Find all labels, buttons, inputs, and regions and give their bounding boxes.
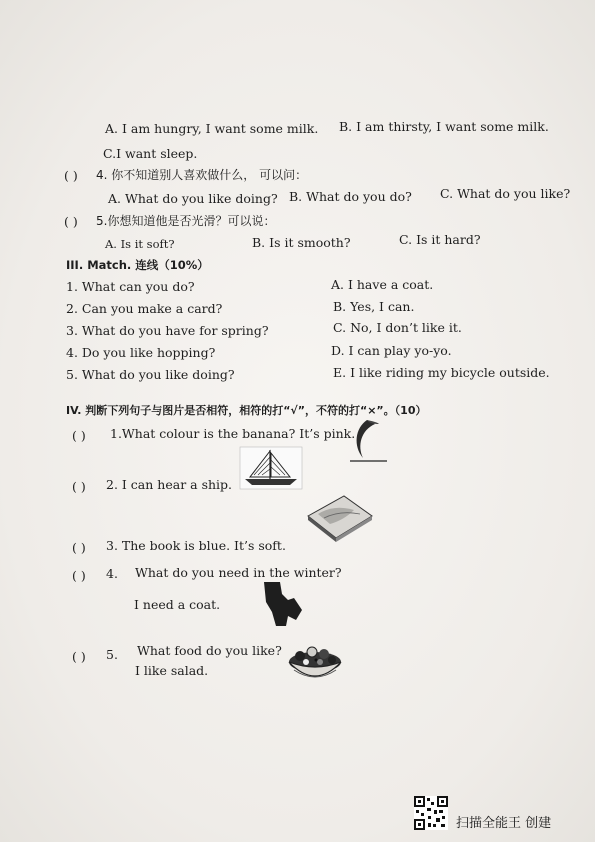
match-right-d: D. I can play yo-yo. [331, 343, 452, 358]
item4-question: What do you need in the winter? [135, 565, 342, 580]
q3-option-c: C.I want sleep. [103, 146, 198, 161]
q3-option-a: A. I am hungry, I want some milk. [105, 121, 319, 136]
item1-text: 1.What colour is the banana? It’s pink. [110, 426, 356, 441]
q4-option-c: C. What do you like? [440, 186, 571, 201]
match-left-2: 2. Can you make a card? [66, 301, 223, 316]
item4-number: 4. [106, 566, 118, 581]
coat-icon [258, 580, 308, 628]
match-left-4: 4. Do you like hopping? [66, 345, 216, 360]
section3-title: III. Match. 连线（10%） [66, 258, 209, 272]
item4-answer: I need a coat. [134, 597, 221, 612]
salad-icon [286, 638, 344, 688]
match-right-b: B. Yes, I can. [333, 299, 415, 314]
q4-answer-paren[interactable]: ( ) [64, 168, 78, 183]
item3-text: 3. The book is blue. It’s soft. [106, 538, 286, 553]
q5-stem: 5.你想知道他是否光滑？可以说： [96, 214, 276, 228]
q3-option-b: B. I am thirsty, I want some milk. [339, 119, 549, 134]
section4-title: IV. 判断下列句子与图片是否相符，相符的打“√”，不符的打“×”。（10） [66, 404, 427, 417]
q5-option-a: A. Is it soft? [105, 237, 175, 251]
footer-brand: 扫描全能王 创建 [456, 816, 552, 831]
match-left-3: 3. What do you have for spring? [66, 323, 269, 338]
match-left-5: 5. What do you like doing? [66, 367, 235, 382]
q4-option-a: A. What do you like doing? [108, 191, 278, 206]
match-right-e: E. I like riding my bicycle outside. [333, 365, 550, 380]
item3-answer-paren[interactable]: ( ) [72, 540, 86, 555]
banana-icon [345, 418, 390, 463]
item5-number: 5. [106, 647, 118, 662]
match-right-c: C. No, I don’t like it. [333, 320, 462, 335]
item2-answer-paren[interactable]: ( ) [72, 479, 86, 494]
item5-answer-paren[interactable]: ( ) [72, 649, 86, 664]
qr-code-icon [414, 796, 448, 830]
q4-option-b: B. What do you do? [289, 189, 412, 204]
item1-answer-paren[interactable]: ( ) [72, 428, 86, 443]
sailboat-icon [240, 447, 302, 489]
item5-question: What food do you like? [137, 643, 282, 658]
item4-answer-paren[interactable]: ( ) [72, 568, 86, 583]
q5-option-b: B. Is it smooth? [252, 235, 351, 250]
item5-answer: I like salad. [135, 663, 209, 678]
item2-text: 2. I can hear a ship. [106, 477, 233, 492]
q5-answer-paren[interactable]: ( ) [64, 214, 78, 229]
q4-stem: 4. 你不知道别人喜欢做什么， 可以问： [96, 168, 308, 182]
match-right-a: A. I have a coat. [331, 277, 434, 292]
match-left-1: 1. What can you do? [66, 279, 195, 294]
q5-option-c: C. Is it hard? [399, 232, 481, 247]
book-icon [304, 492, 376, 544]
